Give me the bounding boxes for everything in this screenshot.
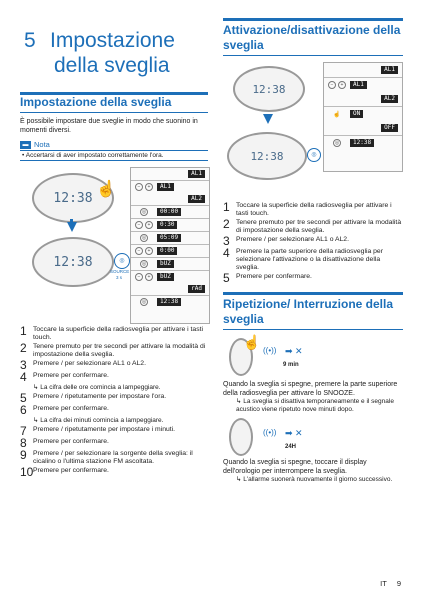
lcd-value: 12:38 bbox=[350, 139, 374, 147]
lcd-row bbox=[324, 63, 402, 77]
step-item bbox=[20, 393, 208, 404]
stop-arrow-icon: ➡ ✕ bbox=[285, 428, 303, 438]
step-item bbox=[223, 202, 403, 218]
step-text: Premere / per selezionare AL1 o AL2. bbox=[33, 360, 146, 367]
toggle-steps bbox=[223, 202, 403, 284]
sec-label: 3 s bbox=[116, 275, 123, 280]
section-heading-toggle: Attivazione/disattivazione della sveglia bbox=[223, 21, 403, 56]
minus-plus-icon: − + bbox=[324, 81, 350, 89]
step-number: 4 bbox=[223, 246, 230, 260]
lcd-row bbox=[131, 193, 209, 205]
lcd-row bbox=[131, 244, 209, 257]
step-number: 2 bbox=[20, 341, 27, 355]
language-code: IT bbox=[380, 579, 387, 588]
lcd-steps-panel bbox=[323, 62, 403, 172]
step-text: Premere per confermare. bbox=[236, 273, 312, 280]
snooze-para: Quando la sveglia si spegne, premere la parte superiore della radiosveglia per attivare lo SNOOZE. bbox=[223, 381, 398, 397]
confirm-icon: ◎ bbox=[141, 209, 147, 215]
clock-image-bottom bbox=[32, 237, 114, 287]
step-item bbox=[223, 248, 403, 272]
step-item bbox=[20, 405, 208, 416]
lcd-row bbox=[131, 295, 209, 308]
snooze-result: ↳ La sveglia si disattiva temporaneamente e il segnale acustico viene ripetuto nove minuti dopo. bbox=[236, 398, 394, 413]
step-text: Tenere premuto per tre secondi per attivare la modalità di impostazione della sveglia. bbox=[236, 219, 402, 234]
hand-icon: ☝ bbox=[96, 181, 116, 198]
step-text: Toccare la superficie della radiosveglia per attivare i tasti touch. bbox=[33, 326, 204, 341]
chapter-title-line2: della sveglia bbox=[54, 54, 170, 77]
lcd-value: 00:00 bbox=[157, 208, 181, 216]
lcd-value: 0:30 bbox=[157, 221, 177, 229]
arrow-shaft bbox=[70, 219, 73, 225]
step-item bbox=[20, 360, 208, 371]
clock-image-top bbox=[233, 66, 305, 112]
lcd-value: AL1 bbox=[350, 81, 367, 89]
chapter-title-line1: Impostazione bbox=[50, 29, 175, 52]
stop-result: ↳ L'allarme suonerà nuovamente il giorno successivo. bbox=[236, 476, 393, 483]
section-heading-snooze: Ripetizione/ Interruzione della sveglia bbox=[223, 295, 403, 330]
step-number: 6 bbox=[20, 403, 27, 417]
step-result: ↳ La cifra dei minuti comincia a lampeggiare. bbox=[33, 417, 164, 424]
lcd-value: AL1 bbox=[157, 183, 174, 191]
snooze-illustration bbox=[223, 334, 403, 378]
step-result-text: La sveglia si disattiva temporaneamente e il segnale acustico viene ripetuto nove minuti dopo. bbox=[236, 398, 394, 413]
step-number: 10 bbox=[20, 465, 34, 479]
step-text: Premere / ripetutamente per impostare i minuti. bbox=[33, 426, 176, 433]
stop-para: Quando la sveglia si spegne, toccare il display dell'orologio per interrompere la sveglia. bbox=[223, 459, 367, 475]
minus-plus-icon: − + bbox=[131, 273, 157, 281]
step-item bbox=[20, 438, 208, 449]
lcd-row bbox=[131, 205, 209, 218]
note-body: • Accertarsi di aver impostato correttamente l'ora. bbox=[20, 150, 208, 161]
source-button-icon: ◎ bbox=[307, 148, 321, 162]
step-result-text: La cifra dei minuti comincia a lampeggiare. bbox=[40, 417, 164, 424]
step-item bbox=[223, 236, 403, 247]
step-result: ↳ La cifra delle ore comincia a lampeggiare. bbox=[33, 384, 161, 391]
step-item bbox=[20, 467, 208, 478]
lcd-row bbox=[131, 257, 209, 270]
lcd-value: rAd bbox=[188, 285, 205, 293]
stop-duration: 24H bbox=[285, 444, 297, 450]
lcd-row bbox=[324, 121, 402, 135]
lcd-row bbox=[324, 77, 402, 92]
step-item bbox=[20, 426, 208, 437]
clock-display-top: 12:38 bbox=[53, 190, 93, 206]
minus-plus-icon: − + bbox=[131, 247, 157, 255]
lcd-row bbox=[131, 218, 209, 231]
snooze-duration: 9 min bbox=[283, 362, 299, 368]
minus-plus-icon: − + bbox=[131, 183, 157, 191]
lcd-value: AL1 bbox=[381, 66, 398, 74]
lcd-value: bUZ bbox=[157, 260, 174, 268]
step-item bbox=[20, 450, 208, 466]
setup-steps bbox=[20, 326, 208, 478]
chapter-number: 5 bbox=[24, 29, 36, 52]
lcd-value: 05:09 bbox=[157, 234, 181, 242]
step-text: Premere per confermare. bbox=[33, 467, 109, 474]
alarm-sound-icon: ((•)) bbox=[263, 428, 277, 437]
step-text: Premere / per selezionare la sorgente della sveglia: il cicalino o l'ultima stazione FM ascoltata. bbox=[33, 450, 193, 465]
lcd-value: AL1 bbox=[188, 170, 205, 178]
setup-intro: È possibile impostare due sveglie in modo che suonino in momenti diversi. bbox=[20, 118, 198, 134]
step-item bbox=[20, 343, 208, 359]
step-number: 9 bbox=[20, 448, 27, 462]
chapter-title bbox=[24, 28, 208, 78]
note-icon: ▬ bbox=[20, 141, 31, 149]
lcd-steps-panel bbox=[130, 167, 210, 324]
confirm-icon: ◎ bbox=[141, 261, 147, 267]
step-text: Premere per confermare. bbox=[33, 372, 109, 379]
touch-top-icon: ☝ bbox=[333, 111, 341, 118]
lcd-row bbox=[324, 106, 402, 121]
step-item bbox=[20, 372, 208, 383]
toggle-illustration bbox=[223, 62, 403, 202]
step-result-text: La cifra delle ore comincia a lampeggiare. bbox=[40, 384, 161, 391]
arrow-down-icon bbox=[263, 114, 273, 124]
step-text: Premere per confermare. bbox=[33, 405, 109, 412]
note-text: Accertarsi di aver impostato correttamente l'ora. bbox=[25, 152, 164, 159]
step-text: Tenere premuto per tre secondi per attivare la modalità di impostazione della sveglia. bbox=[33, 343, 206, 358]
page-footer bbox=[370, 579, 401, 588]
clock-display-bottom: 12:38 bbox=[250, 149, 284, 163]
page-number: 9 bbox=[396, 579, 401, 588]
lcd-row bbox=[131, 231, 209, 244]
lcd-row bbox=[131, 270, 209, 283]
lcd-row bbox=[131, 180, 209, 193]
confirm-icon: ◎ bbox=[141, 299, 147, 305]
lcd-value: 12:38 bbox=[157, 298, 181, 306]
source-label: SOURCE bbox=[110, 269, 130, 274]
clock-image-top bbox=[32, 173, 114, 223]
lcd-row bbox=[324, 135, 402, 150]
right-column bbox=[223, 18, 403, 485]
note-label: Nota bbox=[34, 140, 50, 149]
lcd-value: ON bbox=[350, 110, 363, 118]
step-result-text: L'allarme suonerà nuovamente il giorno successivo. bbox=[243, 476, 393, 483]
snooze-arrow-icon: ➡ ✕ bbox=[285, 346, 303, 356]
hand-icon: ☝ bbox=[243, 334, 261, 350]
note-header bbox=[20, 140, 208, 149]
alarm-sound-icon: ((•)) bbox=[263, 346, 277, 355]
minus-plus-icon: − + bbox=[131, 221, 157, 229]
section-heading-setup: Impostazione della sveglia bbox=[20, 95, 208, 113]
step-number: 4 bbox=[20, 370, 27, 384]
step-number: 1 bbox=[223, 200, 230, 214]
step-number: 1 bbox=[20, 324, 27, 338]
step-number: 8 bbox=[20, 436, 27, 450]
step-text: Toccare la superficie della radiosveglia per attivare i tasti touch. bbox=[236, 202, 392, 217]
confirm-icon: ◎ bbox=[141, 235, 147, 241]
lcd-row bbox=[131, 168, 209, 180]
step-item bbox=[223, 273, 403, 284]
step-number: 3 bbox=[223, 234, 230, 248]
step-item bbox=[20, 326, 208, 342]
left-column bbox=[20, 18, 208, 479]
lcd-value: AL2 bbox=[188, 195, 205, 203]
setup-illustration bbox=[20, 167, 208, 322]
step-number: 3 bbox=[20, 358, 27, 372]
step-number: 7 bbox=[20, 424, 27, 438]
confirm-icon: ◎ bbox=[334, 140, 340, 146]
lcd-value: 0:00 bbox=[157, 247, 177, 255]
clock-display-bottom: 12:38 bbox=[53, 254, 93, 270]
lcd-row bbox=[131, 283, 209, 295]
stop-illustration bbox=[223, 416, 403, 456]
step-text: Premere / per selezionare AL1 o AL2. bbox=[236, 236, 349, 243]
step-item bbox=[223, 219, 403, 235]
source-button-icon: ◎ bbox=[114, 253, 130, 269]
clock-image-bottom bbox=[227, 132, 307, 180]
lcd-value: bUZ bbox=[157, 273, 174, 281]
step-number: 2 bbox=[223, 217, 230, 231]
step-text: Premere / ripetutamente per impostare l'ora. bbox=[33, 393, 167, 400]
step-text: Premere per confermare. bbox=[33, 438, 109, 445]
lcd-value: AL2 bbox=[381, 95, 398, 103]
step-number: 5 bbox=[20, 391, 27, 405]
step-number: 5 bbox=[223, 271, 230, 285]
lcd-row bbox=[324, 92, 402, 106]
clock-side-image bbox=[229, 418, 253, 456]
step-text: Premere la parte superiore della radiosveglia per selezionare l'attivazione o la disattivazione della sveglia. bbox=[236, 248, 383, 271]
clock-display-top: 12:38 bbox=[252, 82, 286, 96]
lcd-value: OFF bbox=[381, 124, 398, 132]
